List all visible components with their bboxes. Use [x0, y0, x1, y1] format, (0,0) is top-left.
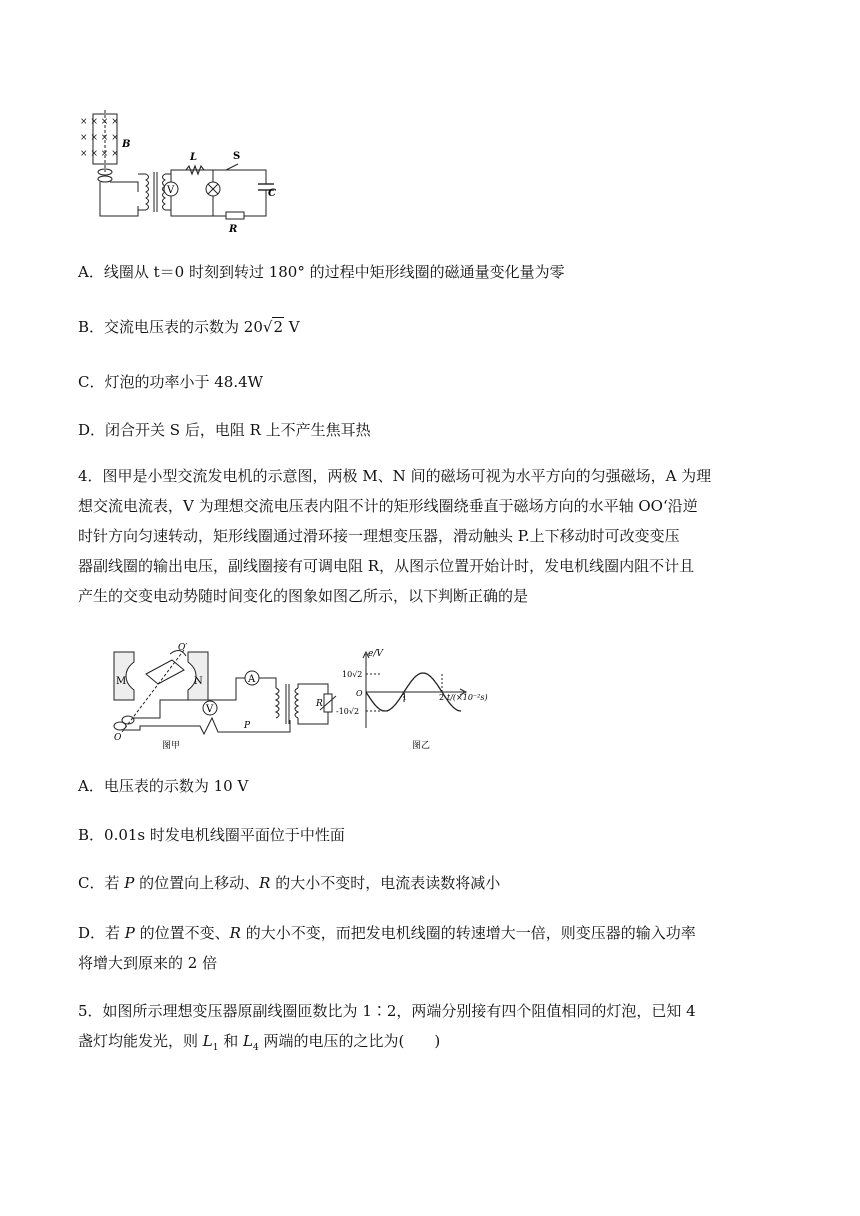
sqrt-radicand: 2 [273, 318, 283, 336]
y-tick-positive: 10√2 [342, 670, 363, 679]
variable-p: P [124, 924, 135, 942]
label-b: B [122, 139, 131, 150]
q4-stem [78, 461, 778, 611]
svg-text:× × × ×: × × × × [80, 133, 119, 143]
q4-option-c: C．若 P 的位置向上移动、R 的大小不变时，电流表读数将减小 [78, 874, 501, 892]
q3-option-b-unit: V [284, 318, 300, 336]
q3-option-c: C．灯泡的功率小于 48.4W [78, 373, 264, 391]
magnetic-field-crosses [80, 117, 119, 159]
q4-stem-line: 4．图甲是小型交流发电机的示意图，两极 M、N 间的磁场可视为水平方向的匀强磁场，A 为理 [78, 467, 712, 485]
figure-caption-jia: 图甲 [162, 741, 181, 751]
label-l: L [190, 152, 198, 163]
emf-time-graph [336, 646, 506, 752]
x-tick-2: 2 [439, 693, 445, 702]
label-r: R [316, 699, 323, 709]
svg-text:× × × ×: × × × × [80, 117, 119, 127]
q4-option-d-line2: 将增大到原来的 2 倍 [78, 954, 218, 972]
variable-r: R [229, 924, 241, 942]
label-o: O [114, 733, 122, 743]
generator-coil [146, 660, 184, 684]
x-tick-1: 1 [402, 693, 408, 702]
x-axis-label: t/(×10⁻²s) [447, 693, 488, 702]
label-n: N [194, 676, 203, 687]
q4-option-b: B．0.01s 时发电机线圈平面位于中性面 [78, 826, 345, 844]
q4-option-a: A．电压表的示数为 10 V [78, 777, 249, 795]
resistor-r [226, 212, 244, 219]
generator-figure [100, 640, 340, 752]
voltmeter-label: V [206, 704, 214, 715]
q4-option-d: D．若 P 的位置不变、R 的大小不变，而把发电机线圈的转速增大一倍，则变压器的输入功率 将增大到原来的 2 倍 [78, 918, 778, 978]
label-s: S [233, 151, 241, 162]
switch-s [226, 164, 238, 170]
circuit-figure-1 [76, 110, 276, 236]
lamp-l1: L [202, 1032, 213, 1050]
q4-stem-line: 想交流电流表，V 为理想交流电压表内阻不计的矩形线圈绕垂直于磁场方向的水平轴 OO‘沿逆 [78, 497, 698, 515]
q5-stem [78, 996, 778, 1063]
sqrt-symbol: √2 [262, 318, 283, 336]
q3-option-b [78, 317, 300, 337]
svg-text:× × × ×: × × × × [80, 149, 119, 159]
label-m: M [116, 676, 127, 687]
q4-stem-line: 产生的交变电动势随时间变化的图象如图乙所示，以下判断正确的是 [78, 587, 529, 605]
y-axis-label: e/V [368, 649, 383, 659]
origin-label: O [356, 689, 363, 698]
label-c: C [268, 188, 276, 199]
q4-stem-line: 器副线圈的输出电压，副线圈接有可调电阻 R，从图示位置开始计时，发电机线圈内阻不计且 [78, 557, 695, 575]
q4-stem-line: 时针方向匀速转动，矩形线圈通过滑环接一理想变压器，滑动触头 P.上下移动时可改变变压 [78, 527, 680, 545]
q5-stem-line: 5．如图所示理想变压器原副线圈匝数比为 1∶2，两端分别接有四个阻值相同的灯泡，已知 4 [78, 1002, 696, 1020]
q3-option-b-text: B．交流电压表的示数为 20 [78, 318, 263, 336]
label-r: R [229, 224, 238, 235]
label-o-prime: O′ [178, 643, 188, 653]
q5-stem-line: 盏灯均能发光，则 $L_1$ 和 $L_4$ 两端的电压的之比为( ) [78, 1032, 441, 1053]
q3-option-d: D．闭合开关 S 后，电阻 R 上不产生焦耳热 [78, 421, 371, 439]
lamp-l4: L [243, 1032, 253, 1050]
variable-r: R [259, 874, 271, 892]
variable-p: P [124, 874, 135, 892]
figure-caption-yi: 图乙 [412, 741, 431, 751]
q3-option-a: A．线圈从 t＝0 时刻到转过 180° 的过程中矩形线圈的磁通量变化量为零 [78, 263, 565, 281]
voltmeter-label: V [167, 185, 175, 196]
y-tick-negative: -10√2 [336, 707, 360, 716]
label-p: P [244, 721, 251, 731]
ammeter-label: A [248, 674, 256, 685]
